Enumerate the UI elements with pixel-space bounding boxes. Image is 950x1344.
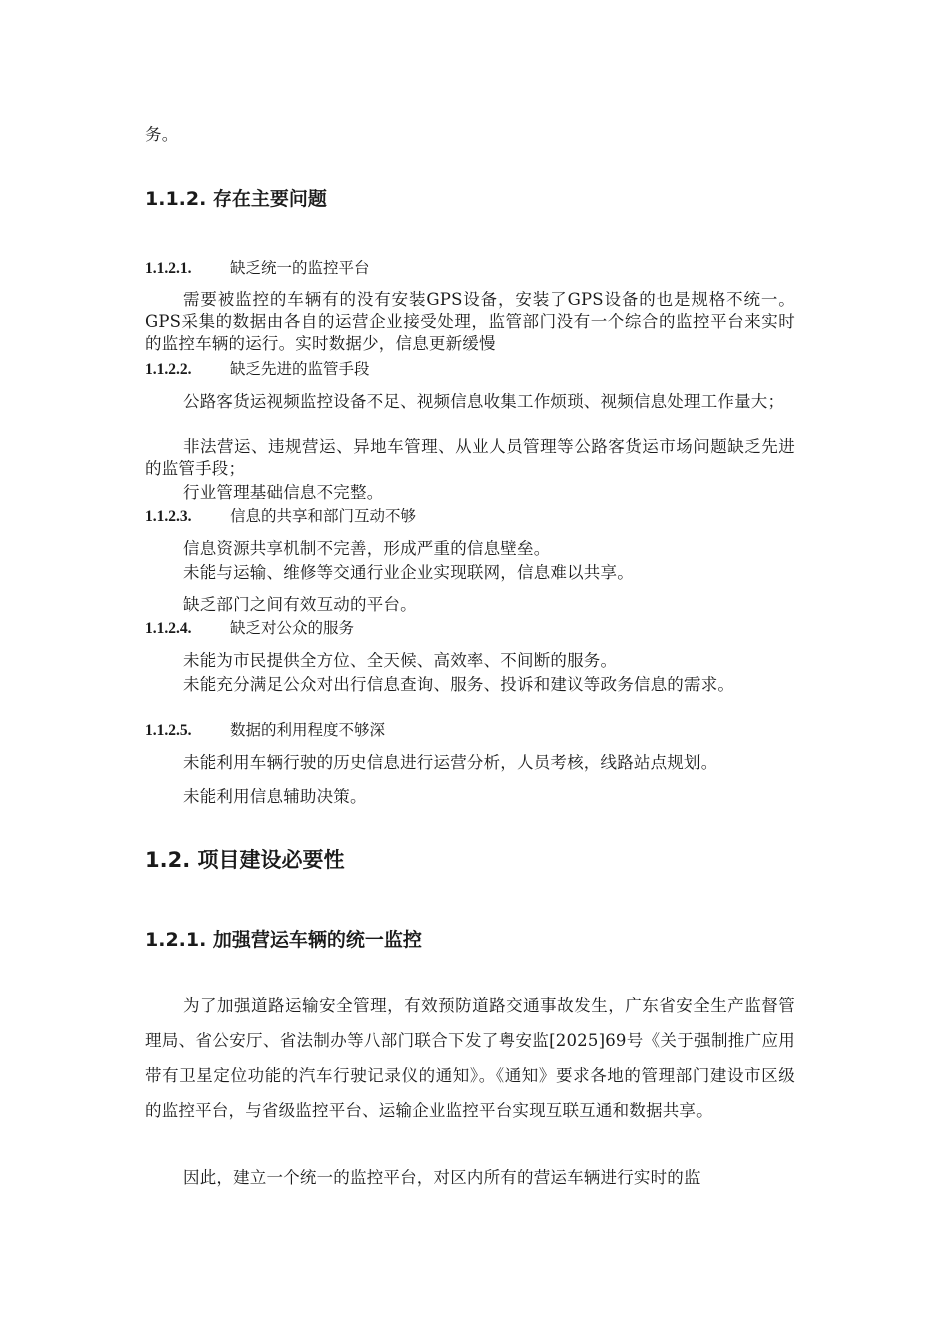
- continued-paragraph: 务。: [145, 125, 179, 144]
- subsection-heading-1-1-2-4: [145, 617, 795, 640]
- body-paragraph: 信息资源共享机制不完善，形成严重的信息壁垒。: [183, 539, 551, 558]
- subsection-title: 缺乏先进的监管手段: [230, 360, 370, 378]
- subsection-title: 缺乏对公众的服务: [230, 619, 355, 637]
- body-paragraph: 因此，建立一个统一的监控平台，对区内所有的营运车辆进行实时的监: [183, 1168, 701, 1187]
- body-paragraph: 需要被监控的车辆有的没有安装GPS设备，安装了GPS设备的也是规格不统一。GPS采集的数据由各自的运营企业接受处理，监管部门没有一个综合的监控平台来实时的监控车辆的运行。实时数据少，信息更新缓慢: [145, 290, 795, 353]
- subsection-number: 1.1.2.2.: [145, 361, 192, 378]
- body-paragraph: 为了加强道路运输安全管理，有效预防道路交通事故发生，广东省安全生产监督管理局、省公安厅、省法制办等八部门联合下发了粤安监[2025]69号《关于强制推广应用带有卫星定位功能的汽车行驶记录仪的通知》。《通知》要求各地的管理部门建设市区级的监控平台，与省级监控平台、运输企业监控平台实现互联互通和数据共享。: [145, 996, 795, 1120]
- body-paragraph: 未能为市民提供全方位、全天候、高效率、不间断的服务。: [183, 651, 618, 670]
- section-heading-1-2-1: 1.2.1. 加强营运车辆的统一监控: [145, 929, 422, 951]
- subsection-heading-1-1-2-2: [145, 358, 795, 381]
- body-paragraph: 行业管理基础信息不完整。: [183, 483, 384, 502]
- body-paragraph: 未能利用信息辅助决策。: [183, 787, 367, 806]
- subsection-heading-1-1-2-1: [145, 257, 795, 280]
- subsection-heading-1-1-2-3: [145, 505, 795, 528]
- section-heading-1-1-2: 1.1.2. 存在主要问题: [145, 188, 327, 210]
- subsection-number: 1.1.2.4.: [145, 620, 192, 637]
- body-paragraph: 缺乏部门之间有效互动的平台。: [183, 595, 417, 614]
- body-paragraph: 公路客货运视频监控设备不足、视频信息收集工作烦琐、视频信息处理工作量大；: [183, 392, 785, 411]
- subsection-title: 缺乏统一的监控平台: [230, 259, 370, 277]
- subsection-title: 数据的利用程度不够深: [230, 721, 386, 739]
- section-heading-1-2: 1.2. 项目建设必要性: [145, 848, 345, 872]
- subsection-heading-1-1-2-5: [145, 719, 795, 742]
- subsection-number: 1.1.2.5.: [145, 722, 192, 739]
- subsection-title: 信息的共享和部门互动不够: [230, 507, 417, 525]
- body-paragraph: 未能与运输、维修等交通行业企业实现联网，信息难以共享。: [183, 563, 634, 582]
- body-paragraph: 未能充分满足公众对出行信息查询、服务、投诉和建议等政务信息的需求。: [183, 675, 735, 694]
- body-paragraph: 非法营运、违规营运、异地车管理、从业人员管理等公路客货运市场问题缺乏先进的监管手段；: [145, 437, 795, 478]
- body-paragraph: 未能利用车辆行驶的历史信息进行运营分析，人员考核，线路站点规划。: [183, 753, 718, 772]
- subsection-number: 1.1.2.3.: [145, 508, 192, 525]
- subsection-number: 1.1.2.1.: [145, 260, 192, 277]
